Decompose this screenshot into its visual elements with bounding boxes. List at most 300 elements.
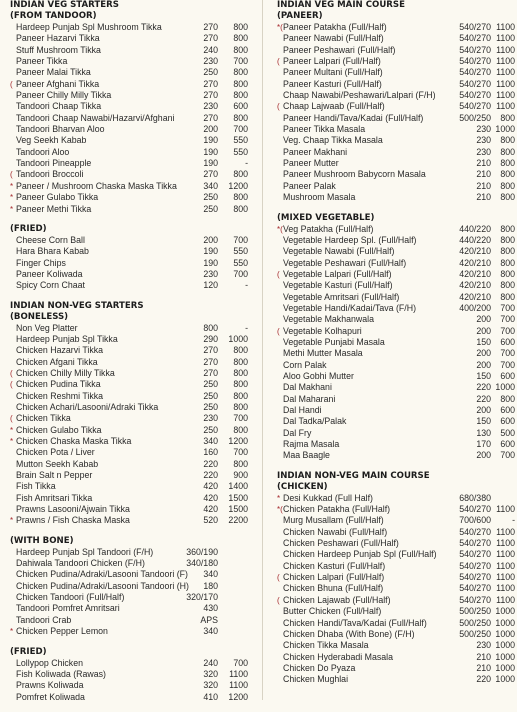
- item-price-large: 600: [500, 336, 515, 347]
- item-price: 700/600: [459, 515, 491, 526]
- menu-item: [277, 181, 515, 192]
- item-name: Murg Musallam (Full/Half): [283, 515, 384, 526]
- menu-item: [277, 246, 515, 257]
- menu-item: [10, 581, 248, 592]
- menu-item: [10, 192, 248, 203]
- item-price-large: 800: [233, 367, 248, 378]
- menu-item: [277, 663, 515, 674]
- item-price: 540/270: [459, 583, 491, 594]
- item-price: 200: [476, 325, 491, 336]
- item-name: Maa Baagle: [283, 450, 330, 461]
- item-name: Chicken Tikka: [16, 413, 71, 424]
- menu-item: [277, 101, 515, 112]
- item-name: Vegetable Nawabi (Full/Half): [283, 246, 395, 257]
- item-marker: *: [10, 425, 14, 435]
- item-name: Paneer Hazarvi Tikka: [16, 33, 100, 44]
- item-name: Vegetable Hardeep Spl. (Full/Half): [283, 234, 417, 245]
- menu-item: [277, 337, 515, 348]
- item-name: Chicken Lalpari (Full/Half): [283, 572, 385, 583]
- item-price: 500/250: [459, 628, 491, 639]
- menu-item: [277, 113, 515, 124]
- item-name: Butter Chicken (Full/Half): [283, 606, 382, 617]
- item-price: 290: [203, 333, 218, 344]
- menu-item: [10, 626, 248, 637]
- item-marker: (: [277, 573, 280, 583]
- item-price: 190: [203, 246, 218, 257]
- item-price: 230: [476, 640, 491, 651]
- menu-item: [277, 561, 515, 572]
- menu-item: [277, 606, 515, 617]
- item-price: 220: [476, 393, 491, 404]
- menu-item: [10, 379, 248, 390]
- item-price-large: 800: [233, 458, 248, 469]
- item-price-large: 800: [500, 135, 515, 146]
- item-marker: (: [10, 170, 13, 180]
- item-price-large: 600: [500, 370, 515, 381]
- menu-item: [277, 538, 515, 549]
- item-name: Veg Seekh Kabab: [16, 135, 87, 146]
- item-price-large: 800: [500, 169, 515, 180]
- menu-item: [277, 124, 515, 135]
- menu-item: [277, 280, 515, 291]
- item-price: 340: [203, 436, 218, 446]
- item-price: 270: [203, 90, 218, 101]
- item-price-large: 800: [500, 246, 515, 257]
- menu-item: [10, 258, 248, 269]
- menu-item: [277, 674, 515, 685]
- menu-item: [10, 592, 248, 603]
- menu-item: [10, 436, 248, 447]
- menu-item: [10, 124, 248, 135]
- menu-item: [10, 67, 248, 78]
- menu-item: [277, 158, 515, 169]
- section-title: (FRIED): [10, 646, 47, 657]
- item-name: Paneer / Mushroom Chaska Maska Tikka: [16, 180, 177, 191]
- menu-item: [10, 558, 248, 569]
- item-name: Paneer Palak: [283, 180, 336, 191]
- menu-item: [277, 618, 515, 629]
- section-title: INDIAN VEG STARTERS: [10, 0, 119, 10]
- item-price-large: 1100: [496, 504, 515, 515]
- item-price-large: 1000: [495, 382, 515, 393]
- item-price-large: 800: [233, 78, 248, 89]
- item-name: Brain Salt n Pepper: [16, 470, 93, 481]
- item-price-large: 800: [233, 424, 248, 435]
- item-price: 540/270: [459, 67, 491, 78]
- item-name: Veg. Chaap Tikka Masala: [283, 135, 383, 146]
- item-name: Paneer Gulabo Tikka: [16, 192, 99, 203]
- item-name: Chicken Pudina/Adraki/Lasooni Tandoori (F): [16, 569, 188, 580]
- item-name: Fish Koliwada (Rawas): [16, 668, 106, 679]
- item-name: Hardeep Punjab Spl Tandoori (F/H): [16, 546, 154, 557]
- item-name: Spicy Corn Chaat: [16, 280, 85, 291]
- item-name: Tandoori Crab: [16, 614, 72, 625]
- menu-item: [277, 326, 515, 337]
- item-marker: (: [10, 414, 13, 424]
- item-name: Chicken Handi/Tava/Kadai (Full/Half): [283, 617, 427, 628]
- item-price: 430: [203, 603, 218, 614]
- item-price: 200: [203, 234, 218, 245]
- item-price: 540/270: [459, 44, 491, 55]
- menu-item: [277, 416, 515, 427]
- item-name: Chicken Kasturi (Full/Half): [283, 560, 386, 571]
- item-price: 210: [476, 180, 491, 191]
- item-name: Tandoori Pineapple: [16, 158, 92, 169]
- item-price-large: 700: [233, 447, 248, 458]
- menu-item: [10, 470, 248, 481]
- item-price-large: 1100: [496, 67, 515, 78]
- item-price: 230: [203, 56, 218, 67]
- item-price: 190: [203, 146, 218, 157]
- item-marker: (: [277, 269, 280, 279]
- section-title: INDIAN NON-VEG STARTERS: [10, 300, 144, 311]
- item-price-large: 800: [500, 158, 515, 169]
- item-name: Paneer Methi Tikka: [16, 203, 92, 214]
- menu-item: [277, 269, 515, 280]
- item-marker: (: [277, 595, 280, 605]
- section-title: (BONELESS): [10, 311, 69, 322]
- menu-item: [10, 391, 248, 402]
- menu-item: [277, 292, 515, 303]
- menu-item: [10, 79, 248, 90]
- item-price-large: 800: [500, 180, 515, 191]
- menu-item: [10, 204, 248, 215]
- item-name: Chicken Peshawari (Full/Half): [283, 538, 399, 549]
- menu-item: [277, 583, 515, 594]
- item-price: 340: [203, 180, 218, 191]
- item-price-large: 800: [500, 257, 515, 268]
- item-name: Chicken Achari/Lasooni/Adraki Tikka: [16, 401, 159, 412]
- item-price: 540/270: [459, 56, 491, 67]
- item-price: 270: [203, 22, 218, 32]
- item-price: 210: [476, 651, 491, 662]
- section-title: INDIAN NON-VEG MAIN COURSE: [277, 470, 430, 481]
- item-price-large: 1100: [496, 22, 515, 32]
- menu-item: [10, 269, 248, 280]
- item-price: 540/270: [459, 504, 491, 515]
- item-price: 270: [203, 367, 218, 378]
- menu-item: [277, 515, 515, 526]
- item-price-large: 1000: [495, 617, 515, 628]
- item-name: Desi Kukkad (Full Half): [283, 492, 373, 503]
- item-name: Chaap Lajwaab (Full/Half): [283, 101, 385, 112]
- item-name: Lollypop Chicken: [16, 657, 83, 668]
- item-price: 270: [203, 112, 218, 123]
- item-name: Chicken Bhuna (Full/Half): [283, 583, 384, 594]
- item-price-large: 1100: [229, 668, 248, 679]
- item-price: 440/220: [459, 223, 491, 234]
- menu-item: [10, 169, 248, 180]
- menu-section: [277, 471, 515, 686]
- menu-item: [277, 428, 515, 439]
- item-price: 340: [203, 569, 218, 580]
- item-price-large: 800: [500, 223, 515, 234]
- item-price-large: 1100: [496, 101, 515, 112]
- item-name: Paneer Tikka: [16, 56, 68, 67]
- menu-item: [277, 192, 515, 203]
- item-price-large: 800: [500, 291, 515, 302]
- item-price: 410: [203, 691, 218, 702]
- item-price: 200: [203, 124, 218, 135]
- item-price: 800: [203, 322, 218, 333]
- item-name: Dal Tadka/Palak: [283, 416, 347, 427]
- item-price-large: 1000: [495, 651, 515, 662]
- menu-item: [10, 280, 248, 291]
- item-price-large: 800: [233, 345, 248, 356]
- item-price-large: 550: [233, 146, 248, 157]
- menu-section: [10, 301, 248, 527]
- item-price-large: 1100: [496, 594, 515, 605]
- item-price: 220: [476, 674, 491, 685]
- menu-item: [277, 439, 515, 450]
- item-name: Fish Amritsari Tikka: [16, 492, 93, 503]
- menu-item: [10, 447, 248, 458]
- item-marker: *: [10, 193, 14, 203]
- item-price-large: 800: [500, 280, 515, 291]
- item-price: 240: [203, 44, 218, 55]
- item-price-large: 800: [233, 22, 248, 32]
- menu-item: [10, 569, 248, 580]
- item-marker: (: [10, 380, 13, 390]
- item-marker: (: [277, 326, 280, 336]
- item-price: 540/270: [459, 22, 491, 32]
- item-price-large: 700: [500, 325, 515, 336]
- item-name: Paneer Kasturi (Full/Half): [283, 78, 382, 89]
- item-price: 230: [476, 124, 491, 135]
- item-name: Paneer Chilly Milly Tikka: [16, 90, 112, 101]
- item-price-large: 700: [233, 124, 248, 135]
- menu-item: [277, 235, 515, 246]
- menu-item: [10, 493, 248, 504]
- item-name: Mutton Seekh Kabab: [16, 458, 99, 469]
- menu-item: [277, 56, 515, 67]
- item-price: 680/380: [459, 492, 491, 503]
- menu-section: [277, 213, 515, 462]
- menu-item: [277, 135, 515, 146]
- menu-item: [277, 169, 515, 180]
- item-name: Chicken Pudina/Adraki/Lasooni Tandoori (H): [16, 580, 189, 591]
- menu-item: [10, 101, 248, 112]
- item-price: 540/270: [459, 526, 491, 537]
- item-price: 200: [476, 405, 491, 415]
- item-price: 340: [203, 626, 218, 637]
- section-title: (FRIED): [10, 223, 47, 234]
- item-price: 230: [476, 135, 491, 146]
- item-price-large: 1100: [496, 572, 515, 583]
- item-price-large: 1200: [228, 691, 248, 702]
- menu-item: [10, 22, 248, 33]
- item-price: 420/210: [459, 291, 491, 302]
- item-price: 230: [203, 268, 218, 279]
- item-price-large: 600: [500, 439, 515, 450]
- menu-item: [277, 348, 515, 359]
- item-price: 420: [203, 492, 218, 503]
- item-price: 250: [203, 401, 218, 412]
- item-price: 540/270: [459, 549, 491, 560]
- item-name: Prawns Lasooni/Ajwain Tikka: [16, 504, 130, 515]
- item-name: Non Veg Platter: [16, 322, 78, 333]
- item-price: 320/170: [186, 592, 218, 603]
- item-name: Chicken Gulabo Tikka: [16, 424, 102, 435]
- item-price: 540/270: [459, 538, 491, 549]
- item-marker: (: [277, 57, 280, 67]
- menu-section: [10, 0, 248, 215]
- item-name: Dahiwala Tandoori Chicken (F/H): [16, 558, 145, 569]
- item-price: 320: [203, 668, 218, 679]
- item-price-large: -: [512, 515, 515, 526]
- menu-item: [10, 402, 248, 413]
- menu-item: [277, 33, 515, 44]
- item-price-large: 1100: [496, 44, 515, 55]
- item-price: 440/220: [459, 234, 491, 245]
- menu-item: [277, 360, 515, 371]
- item-marker: (: [10, 79, 13, 89]
- item-name: Finger Chips: [16, 257, 66, 268]
- item-name: Paneer Handi/Tava/Kadai (Full/Half): [283, 112, 424, 123]
- item-price-large: 900: [233, 470, 248, 481]
- item-price-large: 800: [233, 192, 248, 203]
- menu-item: [277, 504, 515, 515]
- menu-item: [10, 615, 248, 626]
- menu-section: [277, 0, 515, 204]
- item-price: 130: [476, 427, 491, 438]
- item-name: Vegetable Punjabi Masala: [283, 336, 385, 347]
- menu-item: [10, 158, 248, 169]
- item-price: 190: [203, 158, 218, 169]
- item-price: 120: [203, 280, 218, 291]
- item-price: 250: [203, 424, 218, 435]
- item-price: 520: [203, 515, 218, 526]
- item-price-large: 700: [500, 359, 515, 370]
- item-price-large: 1400: [228, 481, 248, 492]
- menu-column-right: [277, 0, 515, 695]
- item-price-large: 800: [500, 268, 515, 279]
- item-name: Prawns Koliwada: [16, 680, 84, 691]
- item-price-large: 800: [233, 44, 248, 55]
- menu-item: [10, 357, 248, 368]
- menu-item: [10, 334, 248, 345]
- item-price-large: 600: [233, 101, 248, 112]
- menu-item: [277, 90, 515, 101]
- menu-item: [10, 504, 248, 515]
- item-price: 230: [203, 101, 218, 112]
- item-price-large: 1000: [495, 640, 515, 651]
- item-name: Chicken Nawabi (Full/Half): [283, 526, 388, 537]
- column-divider: [262, 0, 263, 700]
- menu-item: [277, 303, 515, 314]
- item-name: Chicken Lajawab (Full/Half): [283, 594, 391, 605]
- item-price-large: 800: [233, 401, 248, 412]
- item-price-large: 700: [233, 234, 248, 245]
- item-name: Dal Handi: [283, 405, 322, 415]
- item-price: 210: [476, 192, 491, 203]
- item-price-large: 1100: [496, 56, 515, 67]
- item-name: Chaap Nawabi/Peshawari/Lalpari (F/H): [283, 90, 436, 101]
- item-price: 540/270: [459, 33, 491, 44]
- item-price-large: 800: [233, 390, 248, 401]
- item-name: Paneer Makhani: [283, 146, 348, 157]
- item-name: Paneer Malai Tikka: [16, 67, 91, 78]
- menu-item: [277, 572, 515, 583]
- item-price-large: 700: [233, 657, 248, 668]
- menu-item: [10, 481, 248, 492]
- item-price-large: 700: [500, 450, 515, 461]
- menu-item: [277, 45, 515, 56]
- item-price-large: 800: [500, 192, 515, 203]
- item-price-large: 800: [500, 146, 515, 157]
- item-name: Cheese Corn Ball: [16, 234, 85, 245]
- item-name: Vegetable Makhanwala: [283, 314, 374, 325]
- item-price: 420/210: [459, 280, 491, 291]
- item-name: Aloo Gobhi Mutter: [283, 370, 354, 381]
- menu-item: [10, 680, 248, 691]
- item-price: 180: [203, 580, 218, 591]
- item-price: 250: [203, 192, 218, 203]
- section-title: INDIAN VEG MAIN COURSE: [277, 0, 405, 10]
- item-price: 420: [203, 481, 218, 492]
- menu-column-left: [10, 0, 248, 712]
- item-price: 420/210: [459, 257, 491, 268]
- item-name: Chicken Pepper Lemon: [16, 626, 108, 637]
- item-marker: *: [10, 437, 14, 446]
- menu-item: [10, 345, 248, 356]
- menu-item: [277, 314, 515, 325]
- section-title: (FROM TANDOOR): [10, 11, 97, 21]
- item-price: 500/250: [459, 617, 491, 628]
- item-price: 340/180: [186, 558, 218, 569]
- menu-item: [277, 405, 515, 416]
- section-title: (PANEER): [277, 11, 323, 21]
- menu-item: [10, 56, 248, 67]
- item-price-large: 1000: [495, 124, 515, 135]
- menu-item: [277, 79, 515, 90]
- item-price: 270: [203, 356, 218, 367]
- item-name: Tandoori Bharvan Aloo: [16, 124, 105, 135]
- item-price: 540/270: [459, 90, 491, 101]
- item-price: 250: [203, 67, 218, 78]
- item-price-large: 1000: [495, 628, 515, 639]
- item-name: Tandoori Broccoli: [16, 169, 84, 180]
- item-name: Chicken Chilly Milly Tikka: [16, 367, 115, 378]
- item-price: 200: [476, 359, 491, 370]
- item-name: Paneer Nawabi (Full/Half): [283, 33, 384, 44]
- menu-item: [10, 547, 248, 558]
- item-price-large: 800: [233, 379, 248, 390]
- item-price: 220: [203, 458, 218, 469]
- item-name: Vegetable Handi/Kadai/Tava (F/H): [283, 302, 417, 313]
- item-name: Stuff Mushroom Tikka: [16, 44, 101, 55]
- item-price-large: 1100: [496, 583, 515, 594]
- menu-item: [10, 515, 248, 526]
- item-name: Chicken Hardeep Punjab Spl (Full/Half): [283, 549, 437, 560]
- item-price-large: 700: [233, 268, 248, 279]
- item-price: 200: [476, 314, 491, 325]
- menu-item: [277, 224, 515, 235]
- item-price: 500/250: [459, 112, 491, 123]
- menu-item: [277, 147, 515, 158]
- menu-item: [277, 67, 515, 78]
- item-price-large: 800: [500, 234, 515, 245]
- item-name: Chicken Hazarvi Tikka: [16, 345, 104, 356]
- item-price: 200: [476, 450, 491, 461]
- menu-item: [10, 459, 248, 470]
- item-price-large: 1200: [228, 436, 248, 446]
- item-price: 150: [476, 370, 491, 381]
- menu-item: [277, 22, 515, 33]
- menu-item: [10, 603, 248, 614]
- item-price-large: 700: [500, 348, 515, 359]
- item-name: Tandoori Chaap Tikka: [16, 101, 102, 112]
